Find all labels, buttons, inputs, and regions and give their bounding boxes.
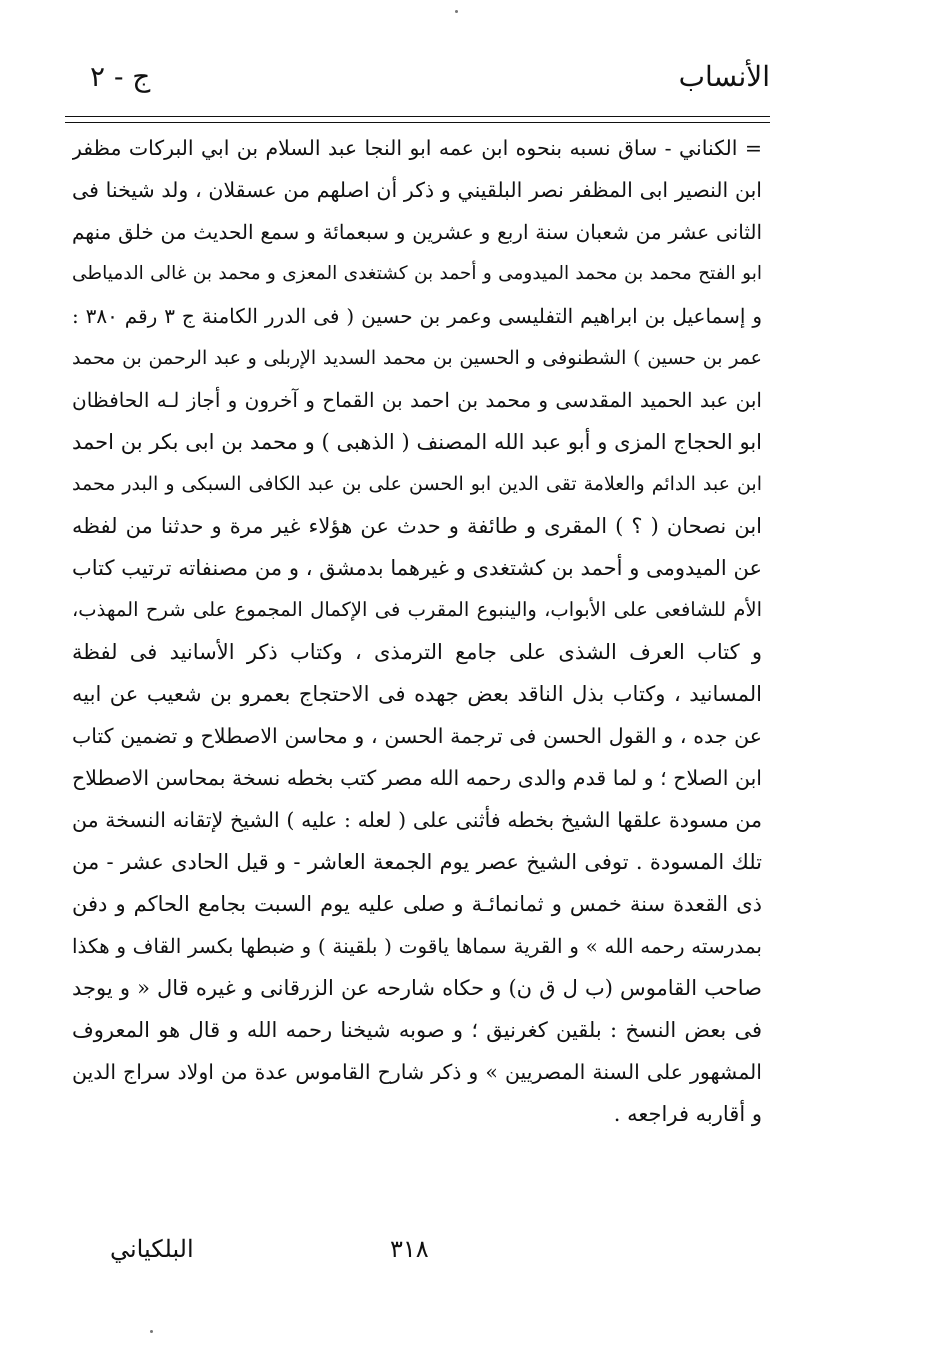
text-line: تلك المسودة . توفى الشيخ عصر يوم الجمعة العاشر - و قيل الحادى عشر - من (72, 850, 762, 874)
text-line: ابو الفتح محمد بن محمد الميدومى و أحمد بن كشتغدى المعزى و محمد بن غالى الدمياطى (72, 263, 762, 284)
scan-speck (150, 1330, 153, 1333)
text-line: ابن عبد الحميد المقدسى و محمد بن احمد بن القماح و آخرون و أجاز لـه الحافظان (72, 388, 762, 412)
text-line: عن الميدومى و أحمد بن كشتغدى و غيرهما بدمشق ، و من مصنفاته ترتيب كتاب (72, 556, 762, 580)
header-rule-bottom (65, 122, 770, 123)
text-line: صاحب القاموس (ب ل ق ن) و حكاه شارحه عن الزرقانى و غيره قال « و يوجد (72, 976, 762, 1000)
running-title: الأنساب (678, 60, 770, 93)
text-line: ابو الحجاج المزى و أبو عبد الله المصنف ( الذهبى ) و محمد بن ابى بكر بن احمد (72, 430, 762, 454)
header-rule-top (65, 116, 770, 117)
page-number: ٣١٨ (390, 1235, 429, 1263)
text-line: الأم للشافعى على الأبواب، والينبوع المقرب فى الإكمال المجموع على شرح المهذب، (72, 598, 762, 621)
text-line: ذى القعدة سنة خمس و ثمانمائـة و صلى عليه يوم السبت بجامع الحاكم و دفن (72, 892, 762, 916)
text-line: ابن الصلاح ؛ و لما قدم والدى رحمه الله مصر كتب بخطه نسخة بمحاسن الاصطلاح (72, 766, 762, 790)
text-line: = الكناني - ساق نسبه بنحوه ابن عمه ابو النجا عبد السلام بن ابي البركات مظفر (72, 136, 762, 160)
text-line: ابن نصحان ( ؟ ) المقرى و طائفة و حدث عن هؤلاء غير مرة و حدثنا من لفظه (72, 514, 762, 538)
page-header (70, 60, 770, 110)
text-line: فى بعض النسخ : بلقين كغرنيق ؛ و صوبه شيخنا رحمه الله و قال هو المعروف (72, 1018, 762, 1042)
text-line: من مسودة علقها الشيخ بخطه فأثنى على ( لعله : عليه ) الشيخ لإتقانه النسخة من (72, 808, 762, 832)
volume-number: ج - ٢ (90, 60, 151, 93)
text-line: ابن النصير ابى المظفر نصر البلقيني و ذكر أن اصلهم من عسقلان ، ولد شيخنا فى (72, 178, 762, 202)
body-text (72, 127, 762, 1135)
text-line: و إسماعيل بن ابراهيم التفليسى وعمر بن حسين ( فى الدرر الكامنة ج ٣ رقم ٣٨٠ : (72, 304, 762, 328)
text-line: عن جده ، و القول الحسن فى ترجمة الحسن ، و محاسن الاصطلاح و تضمين كتاب (72, 724, 762, 748)
text-line: المسانيد ، وكتاب بذل الناقد بعض جهده فى الاحتجاج بعمرو بن شعيب عن ابيه (72, 682, 762, 706)
scan-speck (455, 10, 458, 13)
text-line: عمر بن حسين ) الشطنوفى و الحسين بن محمد السديد الإربلى و عبد الرحمن بن محمد (72, 347, 762, 369)
catchword: البلكياني (110, 1235, 194, 1263)
text-line: ابن عبد الدائم والعلامة تقى الدين ابو الحسن على بن عبد الكافى السبكى و البدر محمد (72, 473, 762, 495)
text-line: الثانى عشر من شعبان سنة اربع و عشرين و سبعمائة و سمع الحديث من خلق منهم (72, 220, 762, 244)
page-footer (70, 1235, 770, 1275)
text-line: و كتاب العرف الشذى على جامع الترمذى ، وكتاب ذكر الأسانيد فى لفظة (72, 640, 762, 664)
text-line: المشهور على السنة المصريين » و ذكر شارح القاموس عدة من اولاد سراج الدين (72, 1060, 762, 1084)
text-line: بمدرسته رحمه الله » و القرية سماها ياقوت ( بلقينة ) و ضبطها بكسر القاف و هكذا (72, 934, 762, 958)
text-line: و أقاربه فراجعه . (613, 1102, 762, 1126)
